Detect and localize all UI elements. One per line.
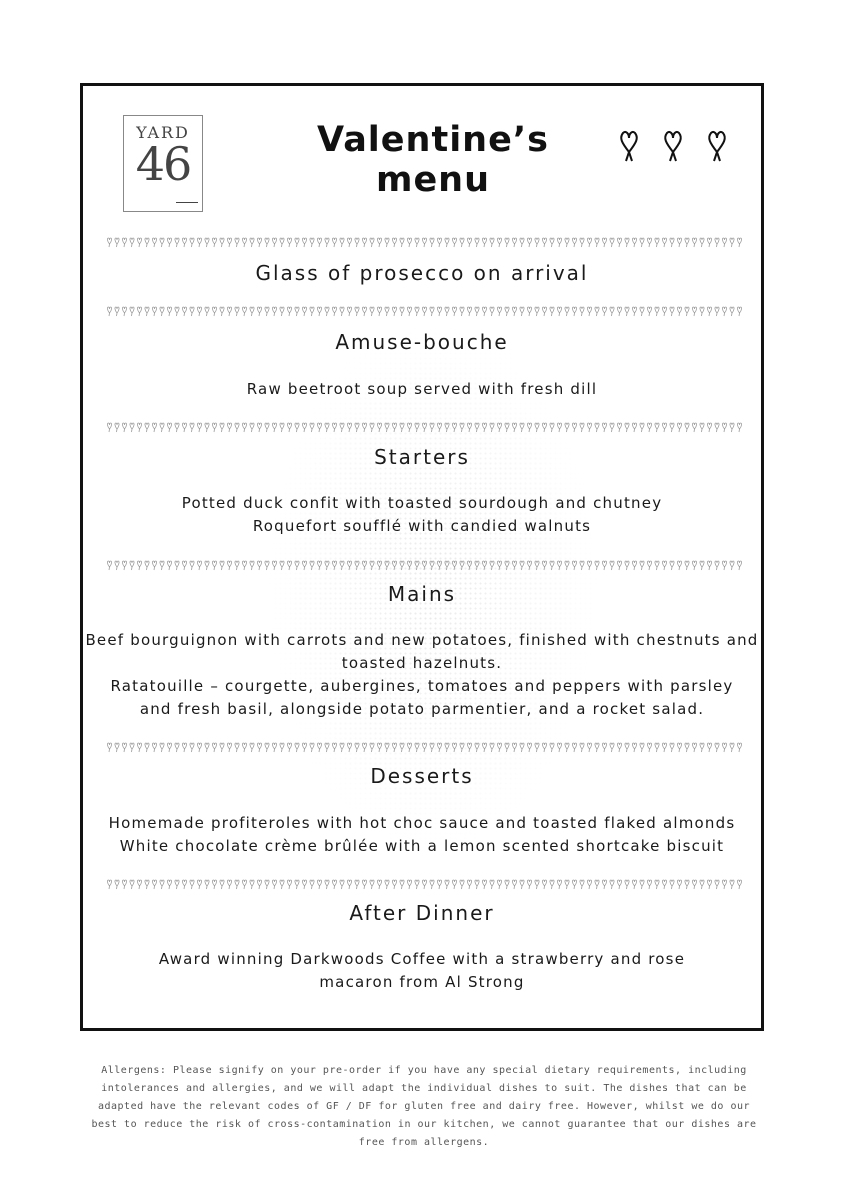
allergens-notice: Allergens: Please signify on your pre-order if you have any special dietary requirements, including intolerances and allergies, and we will adapt the individual dishes to suit. The dishes that can be adapted have the relevant codes of GF / DF for gluten free and dairy free. However, whilst we do our best to reduce the risk of cross-contamination in our kitchen, we cannot guarantee that our dishes are free from allergens.	[91, 1065, 757, 1148]
logo-text-yard: YARD	[136, 123, 190, 142]
heart-icon	[661, 128, 685, 164]
amuse-bouche-heading: Amuse-bouche	[335, 330, 509, 354]
dessert-item-2: White chocolate crème brûlée with a lemon scented shortcake biscuit	[119, 837, 725, 855]
mains-heading: Mains	[387, 582, 457, 606]
heart-divider	[105, 560, 745, 572]
dessert-item-1: Homemade profiteroles with hot choc sauce and toasted flaked almonds	[108, 814, 736, 832]
menu-frame	[80, 83, 764, 1031]
heart-icon	[617, 128, 641, 164]
heart-divider	[105, 237, 745, 249]
logo-text-46: 46	[135, 137, 191, 191]
heart-divider	[105, 879, 745, 891]
desserts-heading: Desserts	[370, 764, 474, 788]
after-dinner-heading: After Dinner	[349, 901, 495, 925]
heart-decorations	[617, 128, 737, 168]
heart-divider	[105, 306, 745, 318]
heart-icon	[705, 128, 729, 164]
title-line-2: menu	[375, 160, 491, 200]
starter-item-1: Potted duck confit with toasted sourdough and chutney	[181, 494, 663, 512]
main-item-2: Ratatouille – courgette, aubergines, tomatoes and peppers with parsley and fresh basil, alongside potato parmentier, and a rocket salad.	[110, 677, 734, 718]
yard46-logo	[123, 115, 203, 212]
main-item-1: Beef bourguignon with carrots and new potatoes, finished with chestnuts and toasted hazelnuts.	[85, 631, 759, 672]
starters-heading: Starters	[374, 445, 470, 469]
heart-divider	[105, 742, 745, 754]
starter-item-2: Roquefort soufflé with candied walnuts	[252, 517, 592, 535]
heart-divider	[105, 422, 745, 434]
amuse-bouche-item: Raw beetroot soup served with fresh dill	[246, 380, 598, 398]
menu-title	[283, 120, 583, 200]
title-line-1: Valentine’s	[317, 120, 549, 160]
prosecco-heading: Glass of prosecco on arrival	[255, 261, 589, 285]
logo-underline	[176, 202, 198, 203]
after-dinner-item: Award winning Darkwoods Coffee with a strawberry and rose macaron from Al Strong	[158, 950, 686, 991]
